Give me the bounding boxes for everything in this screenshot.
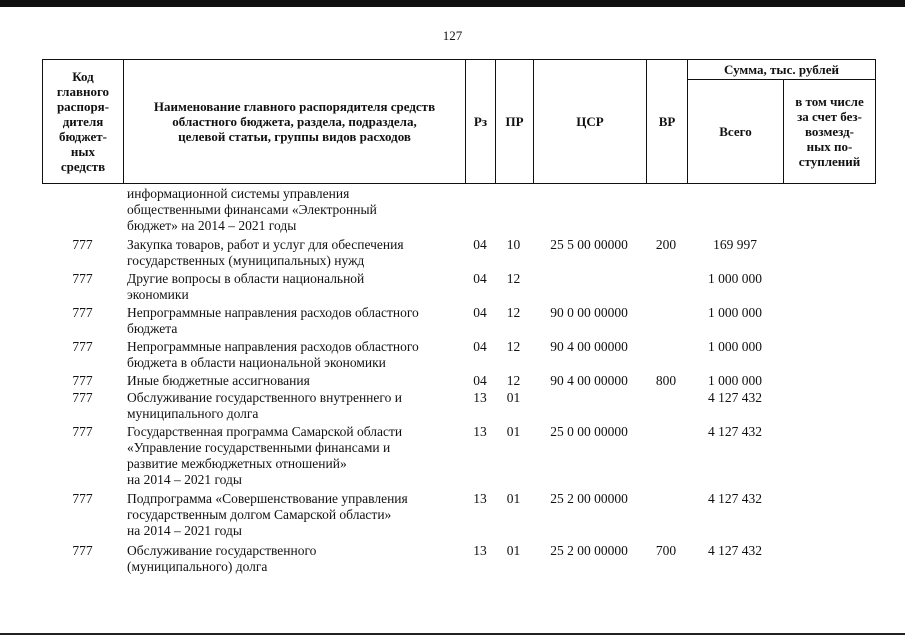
table-row-rz: 13: [473, 424, 487, 439]
table-row-csr: 25 0 00 00000: [550, 424, 628, 439]
table-row-total: 1 000 000: [708, 373, 762, 388]
table-row-total: 1 000 000: [708, 339, 762, 354]
table-row-pr: 01: [506, 424, 521, 439]
table-row-total: 1 000 000: [708, 271, 762, 286]
table-row-kod: 777: [72, 305, 93, 320]
table-row-rz: 04: [473, 339, 487, 354]
table-row-kod: 777: [72, 424, 93, 439]
table-row-vr: 200: [655, 237, 677, 252]
header-vr: ВР: [647, 60, 688, 184]
header-total: Всего: [688, 80, 784, 184]
table-row-kod: 777: [72, 339, 93, 354]
table-row-total: 169 997: [713, 237, 757, 252]
table-row-name: информационной системы управления общественными финансами «Электронный бюджет» на 2014 – 2021 годы: [127, 186, 377, 233]
table-row-pr: 12: [506, 339, 521, 354]
table-row-name: Закупка товаров, работ и услуг для обеспечения государственных (муниципальных) нужд: [127, 237, 404, 268]
table-row-name: Непрограммные направления расходов областного бюджета в области национальной экономики: [127, 339, 419, 370]
table-row-kod: 777: [72, 271, 93, 286]
table-row-rz: 13: [473, 390, 487, 405]
header-incl: в том числе за счет без- возмезд- ных по- ступлений: [784, 80, 876, 184]
table-row-pr: 12: [506, 271, 521, 286]
table-row-rz: 04: [473, 305, 487, 320]
bottom-border: [0, 633, 905, 635]
header-pr: ПР: [496, 60, 534, 184]
table-row-rz: 13: [473, 543, 487, 558]
table-row-total: 4 127 432: [708, 390, 762, 405]
table-row-kod: 777: [72, 390, 93, 405]
table-row-name: Подпрограмма «Совершенствование управления государственным долгом Самарской области» на 2014 – 2021 годы: [127, 491, 408, 538]
table-row-rz: 04: [473, 237, 487, 252]
table-row-rz: 04: [473, 271, 487, 286]
table-row-pr: 01: [506, 390, 521, 405]
table-row-rz: 13: [473, 491, 487, 506]
header-name: Наименование главного распорядителя средств областного бюджета, раздела, подраздела, целевой статьи, группы видов расходов: [124, 60, 466, 184]
header-csr: ЦСР: [534, 60, 647, 184]
header-rz: Рз: [466, 60, 496, 184]
table-row-name: Иные бюджетные ассигнования: [127, 373, 310, 388]
table-row-name: Обслуживание государственного (муниципального) долга: [127, 543, 317, 574]
header-sum-title: Сумма, тыс. рублей: [688, 60, 876, 80]
table-row-total: 1 000 000: [708, 305, 762, 320]
table-row-kod: 777: [72, 373, 93, 388]
table-row-name: Непрограммные направления расходов областного бюджета: [127, 305, 419, 336]
table-row-pr: 12: [506, 305, 521, 320]
table-header: [42, 59, 876, 184]
table-row-pr: 01: [506, 491, 521, 506]
table-row-vr: 800: [655, 373, 677, 388]
page-number: 127: [442, 28, 463, 43]
table-row-pr: 10: [506, 237, 521, 252]
table-row-csr: 25 5 00 00000: [550, 237, 628, 252]
table-row-csr: 90 4 00 00000: [550, 373, 628, 388]
table-row-pr: 01: [506, 543, 521, 558]
table-row-kod: 777: [72, 543, 93, 558]
table-row-rz: 04: [473, 373, 487, 388]
table-row-name: Государственная программа Самарской области «Управление государственными финансами и развитие межбюджетных отношений» на 2014 – 2021 годы: [127, 424, 403, 487]
table-row-csr: 90 0 00 00000: [550, 305, 628, 320]
table-row-name: Обслуживание государственного внутреннего и муниципального долга: [127, 390, 402, 421]
table-row-vr: 700: [655, 543, 677, 558]
table-row-csr: 90 4 00 00000: [550, 339, 628, 354]
table-row-name: Другие вопросы в области национальной экономики: [127, 271, 365, 302]
table-row-pr: 12: [506, 373, 521, 388]
table-row-kod: 777: [72, 237, 93, 252]
table-row-csr: 25 2 00 00000: [550, 543, 628, 558]
header-kod: Код главного распоря- дителя бюджет- ных средств: [43, 60, 124, 184]
table-row-csr: 25 2 00 00000: [550, 491, 628, 506]
table-row-total: 4 127 432: [708, 424, 762, 439]
table-row-total: 4 127 432: [708, 491, 762, 506]
table-row-kod: 777: [72, 491, 93, 506]
table-row-total: 4 127 432: [708, 543, 762, 558]
top-border: [0, 0, 905, 7]
